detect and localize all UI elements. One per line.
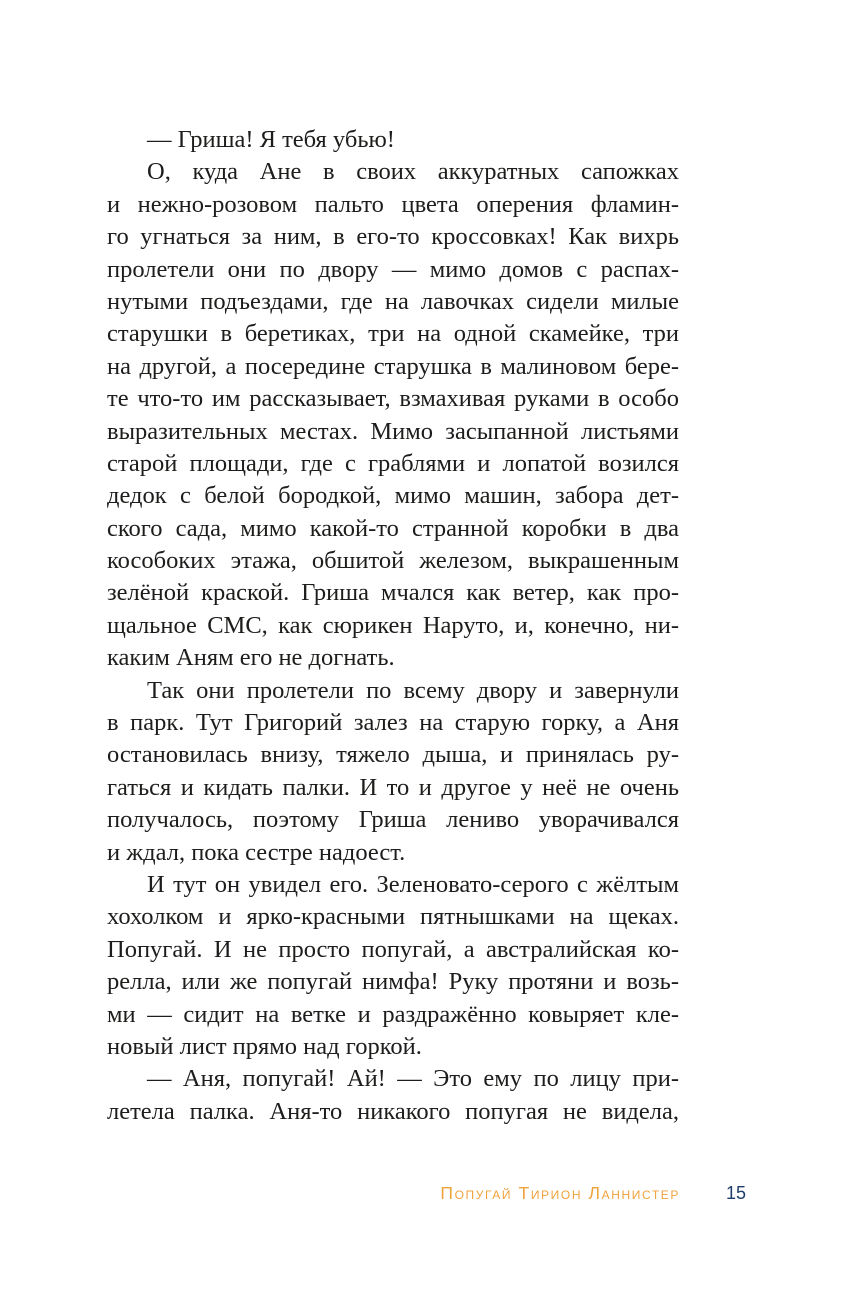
text-line: — Гриша! Я тебя убью!: [147, 126, 395, 153]
text-line: — Аня, попугай! Ай! — Это ему по лицу при-: [147, 1065, 679, 1093]
text-line: старушки в беретиках, три на одной скамейке, три: [107, 320, 679, 348]
text-line: И тут он увидел его. Зеленовато-серого с жёлтым: [147, 870, 679, 898]
text-line: летела палка. Аня-то никакого попугая не видела,: [107, 1097, 679, 1125]
text-line: новый лист прямо над горкой.: [107, 1032, 422, 1060]
text-line: хохолком и ярко-красными пятнышками на щеках.: [107, 903, 679, 931]
text-line: и нежно-розовом пальто цвета оперения фламин-: [107, 190, 679, 218]
text-line: нутыми подъездами, где на лавочках сидели милые: [107, 287, 679, 315]
text-line: на другой, а посередине старушка в малиновом бере-: [107, 352, 679, 380]
text-line: кособоких этажа, обшитой железом, выкрашенным: [107, 547, 679, 575]
text-line: ского сада, мимо какой-то странной коробки в два: [107, 514, 679, 542]
text-line: получалось, поэтому Гриша лениво уворачивался: [107, 806, 679, 834]
running-footer-title: Попугай Тирион Ланнистер: [440, 1183, 680, 1203]
text-line: О, куда Ане в своих аккуратных сапожках: [147, 158, 679, 186]
text-line: щальное СМС, как сюрикен Наруто, и, конечно, ни-: [107, 611, 679, 639]
text-line: пролетели они по двору — мимо домов с распах-: [107, 255, 679, 283]
text-line: дедок с белой бородкой, мимо машин, забора дет-: [107, 482, 679, 510]
text-line: выразительных местах. Мимо засыпанной листьями: [107, 417, 679, 445]
text-line: каким Аням его не догнать.: [107, 644, 395, 672]
page-number: 15: [726, 1183, 747, 1203]
text-line: го угнаться за ним, в его-то кроссовках! Как вихрь: [107, 223, 679, 251]
text-line: Попугай. И не просто попугай, а австралийская ко-: [107, 935, 679, 963]
text-line: ми — сидит на ветке и раздражённо ковыряет кле-: [107, 1000, 679, 1028]
text-line: остановилась внизу, тяжело дыша, и принялась ру-: [107, 741, 679, 769]
text-line: Так они пролетели по всему двору и завернули: [147, 676, 679, 704]
text-line: и ждал, пока сестре надоест.: [107, 838, 406, 866]
body-text: [107, 124, 679, 1128]
text-line: гаться и кидать палки. И то и другое у неё не очень: [107, 773, 679, 801]
text-line: те что-то им рассказывает, взмахивая руками в особо: [107, 385, 679, 413]
text-line: в парк. Тут Григорий залез на старую горку, а Аня: [107, 709, 679, 737]
text-line: старой площади, где с граблями и лопатой возился: [107, 449, 679, 477]
text-line: релла, или же попугай нимфа! Руку протяни и возь-: [107, 968, 679, 996]
text-line: зелёной краской. Гриша мчался как ветер, как про-: [107, 579, 679, 607]
